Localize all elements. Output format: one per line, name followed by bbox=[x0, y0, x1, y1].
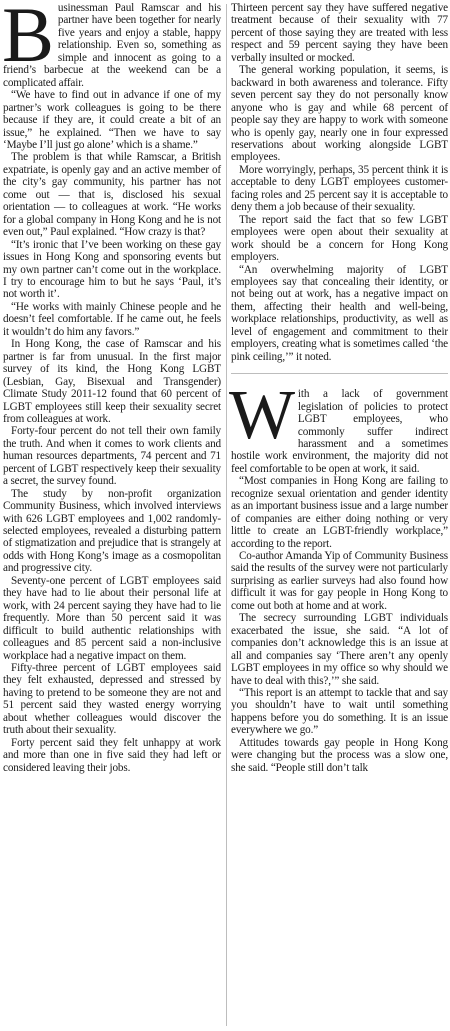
paragraph-2: “We have to find out in advance if one of my partner’s work colleagues is going to be there because if they are, it could create a bit of an issue,” he explained. “Then we have to say ‘Maybe I’ll just go alone’ which is a shame.” bbox=[3, 89, 221, 151]
column-divider bbox=[226, 4, 227, 1026]
paragraph-1-text: usinessman Paul Ramscar and his partner have been together for nearly five years and enjoy a stable, happy relationship. Even so, something as simple and innocent as going to a friend’s barbecue at the weekend can be a complicated affair. bbox=[3, 2, 221, 89]
paragraph-13: The general working population, it seems, is backward in both awareness and tolerance. Fifty seven percent say they do not personally know anyone who is gay and while 68 percent of people say they are happy to work with someone who is openly gay, nearly one in four expressed reservations about working alongside LGBT employees. bbox=[231, 64, 448, 164]
drop-cap-w: W bbox=[229, 377, 295, 455]
paragraph-1 bbox=[3, 2, 221, 89]
paragraph-10: Fifty-three percent of LGBT employees said they felt exhausted, depressed and stressed by having to pretend to be someone they are not and 51 percent said they wasted energy worrying about whether colleagues would discover the truth about their sexuality. bbox=[3, 662, 221, 737]
right-column bbox=[231, 2, 448, 774]
paragraph-8: The study by non-profit organization Community Business, which involved interviews with 626 LGBT employees and 1,002 randomly-selected employees, revealed a disturbing pattern of stigmatization and prejudice that is strangely at odds with Hong Kong’s image as a cosmopolitan and progressive city. bbox=[3, 487, 221, 575]
paragraph-4: “It’s ironic that I’ve been working on these gay issues in Hong Kong and sponsoring events but my own partner can’t come out in the workplace. I try to encourage him to but he says ‘Paul, it’s not worth it’. bbox=[3, 238, 221, 301]
paragraph-11: Forty percent said they felt unhappy at work and more than one in five said they had left or considered leaving their jobs. bbox=[3, 736, 221, 774]
paragraph-22: Attitudes towards gay people in Hong Kong were changing but the process was a slow one, she said. “People still don’t talk bbox=[231, 736, 448, 774]
paragraph-12: Thirteen percent say they have suffered negative treatment because of their sexuality with 77 percent of those saying they are treated with less respect and 59 percent saying they have been verbally insulted or mocked. bbox=[231, 2, 448, 64]
paragraph-5: “He works with mainly Chinese people and he doesn’t feel comfortable. If he came out, he feels it wouldn’t do him any favors.” bbox=[3, 300, 221, 338]
paragraph-19: Co-author Amanda Yip of Community Business said the results of the survey were not particularly surprising as earlier surveys had also found how difficult it was for gay people in Hong Kong to come out both at home and at work. bbox=[231, 550, 448, 612]
paragraph-14: More worryingly, perhaps, 35 percent think it is acceptable to deny LGBT employees customer-facing roles and 25 percent say it is acceptable to deny them a job because of their sexuality. bbox=[231, 163, 448, 214]
paragraph-7: Forty-four percent do not tell their own family the truth. And when it comes to work clients and human resources departments, 74 percent and 71 percent of LGBT respectively keep their sexuality a secret, the survey found. bbox=[3, 425, 221, 488]
paragraph-15: The report said the fact that so few LGBT employees were open about their sexuality at work should be a concern for Hong Kong employers. bbox=[231, 213, 448, 264]
paragraph-16: “An overwhelming majority of LGBT employees say that concealing their identity, or not being out at work, has a negative impact on them, affecting their health and well-being, workplace relationships, productivity, as well as level of engagement and commitment to their employers, creating what is sometimes called ‘the pink ceiling,’” it noted. bbox=[231, 263, 448, 363]
paragraph-20: The secrecy surrounding LGBT individuals exacerbated the issue, she said. “A lot of companies don’t acknowledge this is an issue at all and companies say ‘There aren’t any openly LGBT employees in my office so why should we have to deal with this?,’” she said. bbox=[231, 612, 448, 687]
left-column bbox=[3, 2, 221, 774]
paragraph-3: The problem is that while Ramscar, a British expatriate, is openly gay and an active member of the city’s gay community, his partner has not come out — that is, disclosed his sexual orientation — to colleagues at work. “He works for a global company in Hong Kong and he is not even out,” Paul explained. “How crazy is that? bbox=[3, 151, 221, 239]
paragraph-17 bbox=[229, 377, 448, 475]
paragraph-17-text: ith a lack of government legislation of policies to protect LGBT employees, who commonly suffer indirect harassment and a sometimes hostile work environment, the majority did not feel comfortable to be open at work, it said. bbox=[231, 388, 448, 475]
drop-cap-b: B bbox=[2, 0, 54, 78]
paragraph-6: In Hong Kong, the case of Ramscar and his partner is far from unusual. In the first major survey of its kind, the Hong Kong LGBT (Lesbian, Gay, Bisexual and Transgender) Climate Study 2011-12 found that 60 percent of LGBT employees still keep their sexuality secret from colleagues at work. bbox=[3, 338, 221, 425]
paragraph-18: “Most companies in Hong Kong are failing to recognize sexual orientation and gender identity as an important business issue and a large number of companies are either doing nothing or very little to create an LGBT-friendly workplace,” according to the report. bbox=[231, 475, 448, 550]
paragraph-9: Seventy-one percent of LGBT employees said they have had to lie about their personal life at work, with 24 percent saying they have had to lie frequently. More than 50 percent said it was difficult to build authentic relationships with colleagues and 85 percent said a non-inclusive workplace had a negative impact on them. bbox=[3, 574, 221, 662]
paragraph-21: “This report is an attempt to tackle that and say you shouldn’t have to wait until something happens before you do something. It is an issue everywhere we go.” bbox=[231, 687, 448, 737]
